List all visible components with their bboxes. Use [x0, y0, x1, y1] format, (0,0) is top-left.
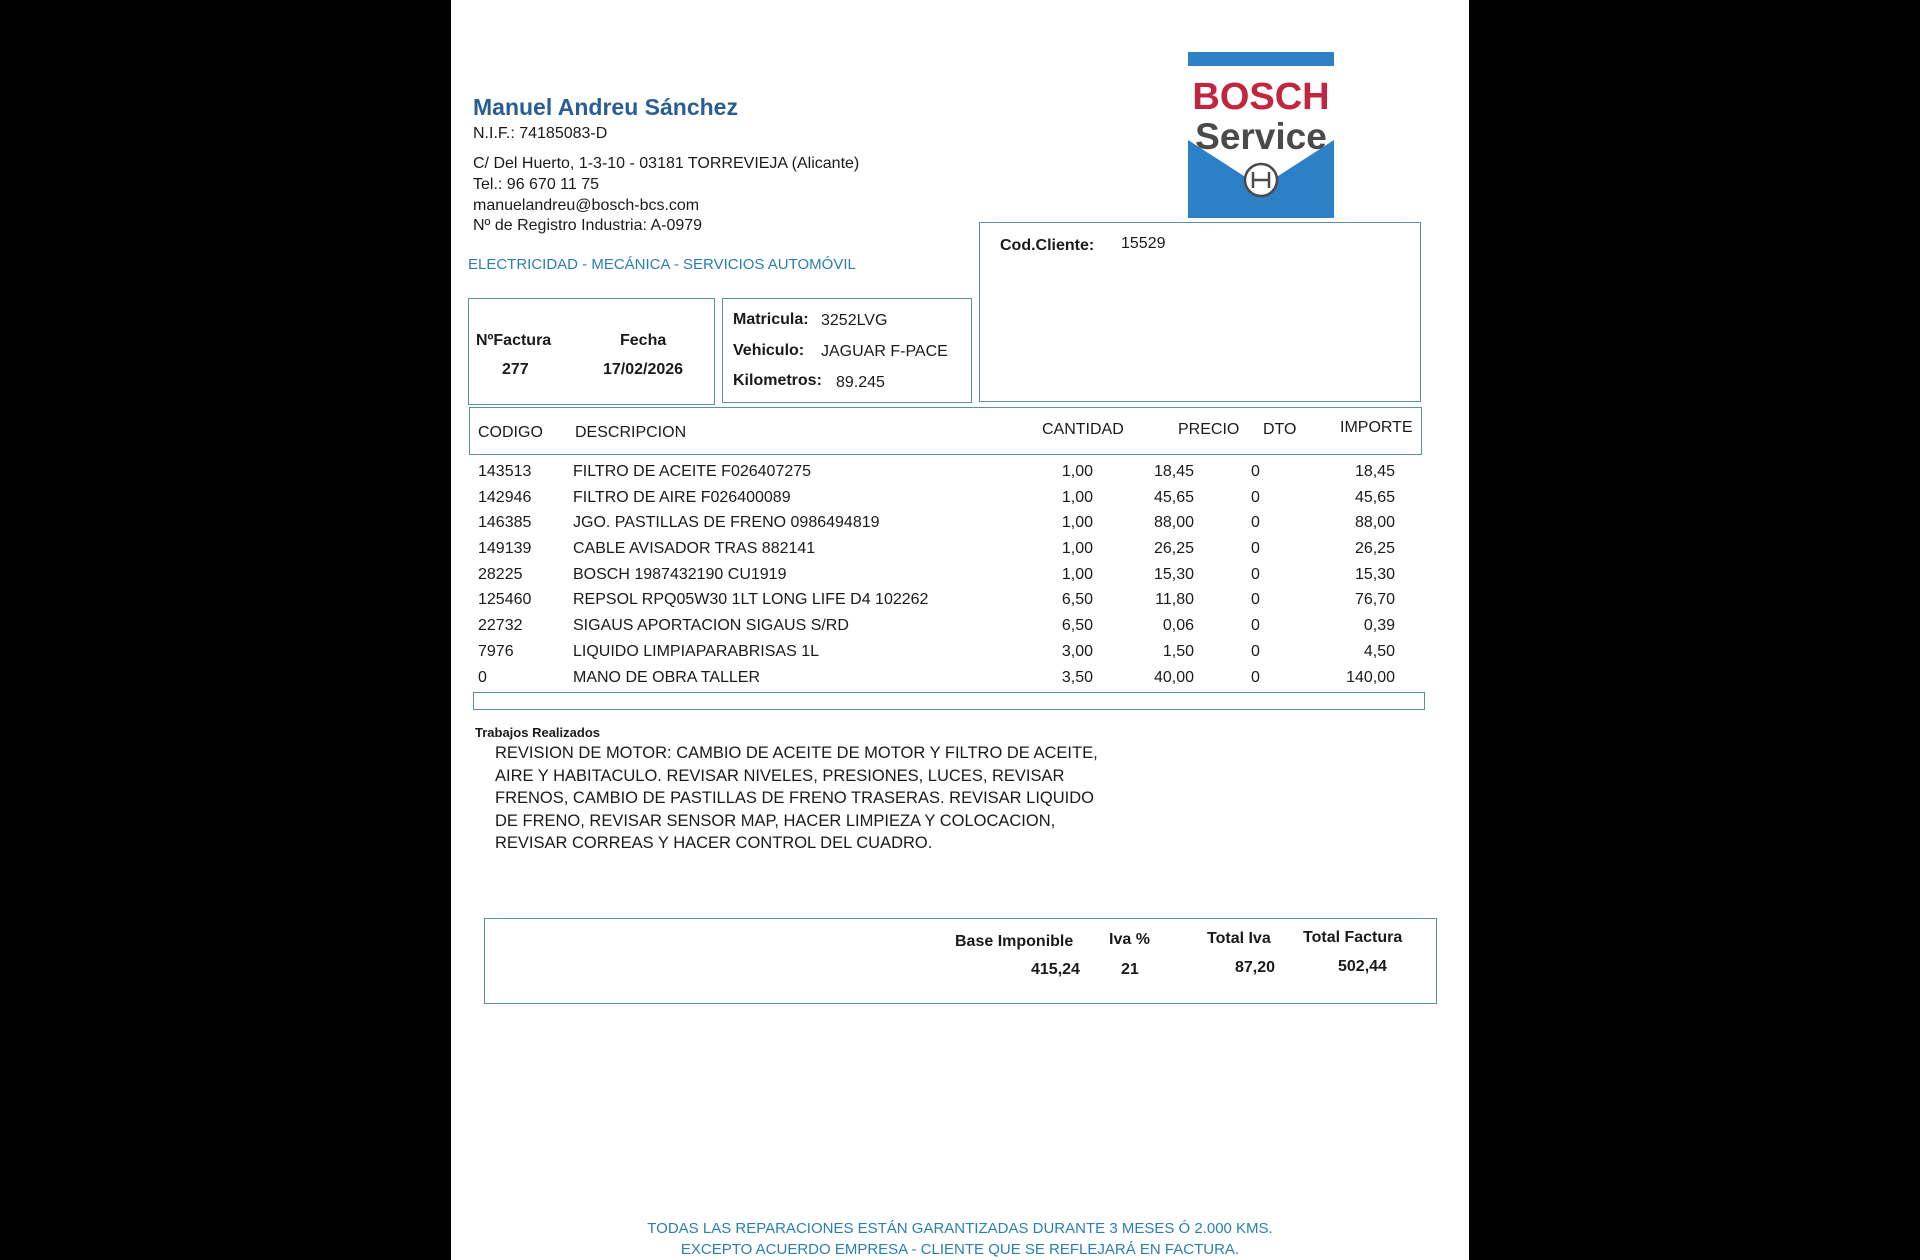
table-row — [471, 489, 1469, 514]
invoice-date: 17/02/2026 — [603, 361, 684, 378]
base-value: 415,24 — [1031, 961, 1080, 978]
table-row — [471, 566, 1469, 591]
company-registry: Nº de Registro Industria: A-0979 — [473, 217, 703, 234]
client-code-value: 15529 — [1121, 235, 1166, 252]
row-quantity: 1,00 — [1061, 514, 1093, 531]
company-tagline: ELECTRICIDAD - MECÁNICA - SERVICIOS AUTOMÓVIL — [468, 256, 856, 273]
row-amount: 4,50 — [1363, 643, 1395, 660]
row-amount: 45,65 — [1354, 489, 1395, 506]
header-code: CODIGO — [478, 424, 543, 441]
row-quantity: 3,00 — [1061, 643, 1093, 660]
company-address: C/ Del Huerto, 1-3-10 - 03181 TORREVIEJA (Alicante) — [473, 155, 860, 172]
row-quantity: 3,50 — [1061, 669, 1093, 686]
row-discount: 0 — [1251, 489, 1260, 506]
header-quantity: CANTIDAD — [1042, 421, 1124, 438]
company-email: manuelandreu@bosch-bcs.com — [473, 197, 700, 214]
row-description: FILTRO DE ACEITE F026407275 — [573, 463, 812, 480]
vehicle-km: 89.245 — [836, 374, 885, 391]
row-description: JGO. PASTILLAS DE FRENO 0986494819 — [573, 514, 880, 531]
logo-text-service: Service — [1195, 116, 1327, 157]
work-line: AIRE Y HABITACULO. REVISAR NIVELES, PRESIONES, LUCES, REVISAR — [495, 766, 1065, 785]
row-description: MANO DE OBRA TALLER — [573, 669, 761, 686]
row-price: 40,00 — [1153, 669, 1194, 686]
row-code: 7976 — [478, 643, 514, 660]
row-code: 142946 — [478, 489, 532, 506]
table-row — [471, 463, 1469, 488]
row-quantity: 1,00 — [1061, 489, 1093, 506]
invoice-number: 277 — [502, 361, 529, 378]
row-price: 1,50 — [1162, 643, 1194, 660]
row-code: 28225 — [478, 566, 523, 583]
work-title: Trabajos Realizados — [475, 725, 600, 740]
row-description: REPSOL RPQ05W30 1LT LONG LIFE D4 102262 — [573, 591, 929, 608]
row-description: BOSCH 1987432190 CU1919 — [573, 566, 787, 583]
table-row — [471, 514, 1469, 539]
invoice-number-label: NºFactura — [476, 332, 552, 349]
work-line: FRENOS, CAMBIO DE PASTILLAS DE FRENO TRASERAS. REVISAR LIQUIDO — [495, 789, 1095, 807]
invoice-info-box — [468, 298, 715, 405]
invoice-page — [451, 0, 1469, 1260]
vehicle-model-label: Vehiculo: — [733, 342, 805, 359]
table-row — [471, 617, 1469, 642]
row-quantity: 1,00 — [1061, 540, 1093, 557]
row-discount: 0 — [1251, 514, 1260, 531]
row-amount: 18,45 — [1354, 463, 1395, 480]
total-label: Total Factura — [1303, 929, 1403, 946]
footer-line-1: TODAS LAS REPARACIONES ESTÁN GARANTIZADAS DURANTE 3 MESES Ó 2.000 KMS. — [647, 1220, 1273, 1237]
row-discount: 0 — [1251, 643, 1260, 660]
logo-text-bosch: BOSCH — [1192, 76, 1330, 118]
row-description: LIQUIDO LIMPIAPARABRISAS 1L — [573, 643, 820, 660]
row-amount: 88,00 — [1354, 514, 1395, 531]
row-quantity: 6,50 — [1061, 617, 1093, 634]
header-description: DESCRIPCION — [575, 424, 687, 441]
header-price: PRECIO — [1178, 421, 1240, 438]
row-discount: 0 — [1251, 566, 1260, 583]
vehicle-plate-label: Matricula: — [733, 311, 809, 328]
row-discount: 0 — [1251, 463, 1260, 480]
table-row — [471, 669, 1469, 694]
total-iva-value: 87,20 — [1235, 959, 1276, 976]
table-row — [471, 591, 1469, 616]
client-code-label: Cod.Cliente: — [1000, 237, 1095, 254]
row-price: 18,45 — [1153, 463, 1194, 480]
row-code: 146385 — [478, 514, 532, 531]
base-label: Base Imponible — [955, 933, 1074, 950]
row-description: FILTRO DE AIRE F026400089 — [573, 489, 791, 506]
row-description: CABLE AVISADOR TRAS 882141 — [573, 540, 816, 557]
header-amount: IMPORTE — [1340, 419, 1413, 436]
row-quantity: 6,50 — [1061, 591, 1093, 608]
row-code: 22732 — [478, 617, 523, 634]
row-code: 125460 — [478, 591, 532, 608]
vehicle-km-label: Kilometros: — [733, 372, 822, 389]
vehicle-plate: 3252LVG — [821, 312, 888, 329]
row-price: 11,80 — [1155, 591, 1194, 608]
vehicle-model: JAGUAR F-PACE — [821, 343, 948, 360]
totals-box — [484, 918, 1437, 1004]
row-code: 143513 — [478, 463, 532, 480]
row-amount: 0,39 — [1363, 617, 1395, 634]
work-line: REVISION DE MOTOR: CAMBIO DE ACEITE DE MOTOR Y FILTRO DE ACEITE, — [495, 744, 1098, 762]
row-price: 0,06 — [1162, 617, 1194, 634]
total-value: 502,44 — [1338, 958, 1387, 975]
company-name: Manuel Andreu Sánchez — [473, 94, 738, 120]
work-line: REVISAR CORREAS Y HACER CONTROL DEL CUADRO. — [495, 834, 933, 852]
row-quantity: 1,00 — [1061, 566, 1093, 583]
company-nif: N.I.F.: 74185083-D — [473, 125, 608, 142]
row-amount: 76,70 — [1354, 591, 1395, 608]
table-footer-box — [473, 692, 1425, 710]
row-discount: 0 — [1251, 617, 1260, 634]
row-price: 26,25 — [1153, 540, 1194, 557]
row-amount: 15,30 — [1354, 566, 1395, 583]
company-phone: Tel.: 96 670 11 75 — [473, 176, 600, 193]
invoice-date-label: Fecha — [620, 332, 667, 349]
iva-value: 21 — [1121, 961, 1139, 978]
row-discount: 0 — [1251, 540, 1260, 557]
row-quantity: 1,00 — [1061, 463, 1093, 480]
footer-line-2: EXCEPTO ACUERDO EMPRESA - CLIENTE QUE SE REFLEJARÁ EN FACTURA. — [680, 1241, 1240, 1258]
row-amount: 26,25 — [1354, 540, 1395, 557]
row-discount: 0 — [1251, 591, 1260, 608]
work-line: DE FRENO, REVISAR SENSOR MAP, HACER LIMPIEZA Y COLOCACION, — [495, 811, 1056, 830]
row-code: 149139 — [478, 540, 532, 557]
header-discount: DTO — [1263, 421, 1297, 438]
row-price: 15,30 — [1153, 566, 1194, 583]
table-row — [471, 643, 1469, 668]
row-amount: 140,00 — [1346, 669, 1395, 686]
row-description: SIGAUS APORTACION SIGAUS S/RD — [573, 617, 849, 634]
bosch-service-logo — [1186, 52, 1336, 218]
row-code: 0 — [478, 669, 487, 686]
row-discount: 0 — [1251, 669, 1260, 686]
total-iva-label: Total Iva — [1207, 930, 1271, 947]
table-row — [471, 540, 1469, 565]
iva-label: Iva % — [1109, 931, 1150, 948]
row-price: 45,65 — [1153, 489, 1194, 506]
row-price: 88,00 — [1153, 514, 1194, 531]
